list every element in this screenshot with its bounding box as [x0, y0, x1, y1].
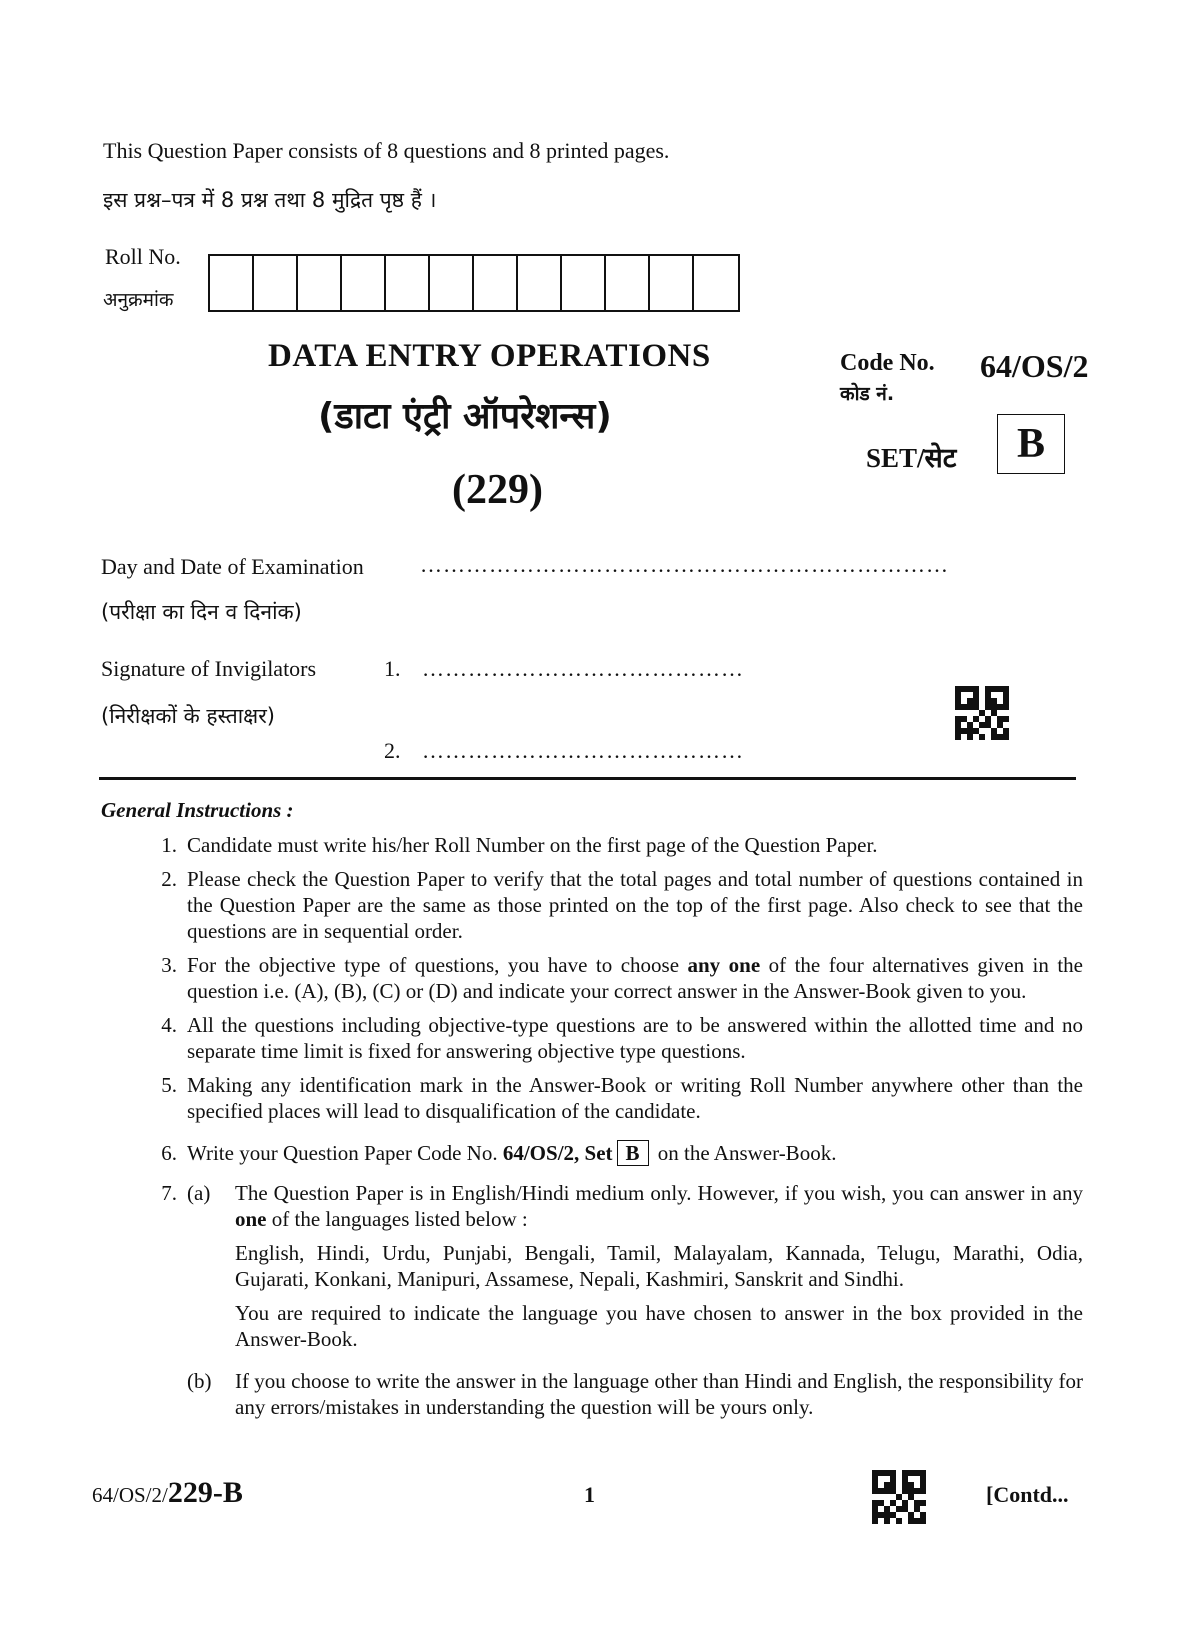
- roll-number-cell[interactable]: [518, 256, 562, 310]
- roll-number-cell[interactable]: [342, 256, 386, 310]
- roll-number-cell[interactable]: [562, 256, 606, 310]
- instruction-text: [187, 1180, 1083, 1428]
- sig-1-number: 1.: [384, 656, 401, 681]
- set-inline-box: B: [617, 1140, 649, 1166]
- instruction-item: [103, 832, 1083, 858]
- sig-2-field[interactable]: ……………………………………: [422, 738, 744, 763]
- instruction-number: 2.: [161, 867, 177, 891]
- roll-number-cell[interactable]: [474, 256, 518, 310]
- instruction-item: [103, 952, 1083, 1004]
- roll-number-cell[interactable]: [298, 256, 342, 310]
- roll-number-cell[interactable]: [210, 256, 254, 310]
- instruction-item: [103, 1140, 1083, 1166]
- subject-title-en: DATA ENTRY OPERATIONS: [268, 338, 711, 374]
- exam-date-field[interactable]: ……………………………………………………………: [420, 552, 949, 577]
- sig-2-number: 2.: [384, 738, 401, 763]
- instruction-item: [103, 1012, 1083, 1064]
- instruction-item: [103, 866, 1083, 944]
- instruction-number: 3.: [161, 953, 177, 977]
- language-note: You are required to indicate the language you have chosen to answer in the box provided in the Answer-Book.: [235, 1301, 1083, 1351]
- roll-number-cell[interactable]: [694, 256, 738, 310]
- instruction-text: Write your Question Paper Code No. 64/OS/2, Set B on the Answer-Book.: [187, 1141, 837, 1165]
- roll-number-boxes[interactable]: [208, 254, 740, 312]
- roll-label-en: Roll No.: [105, 244, 181, 269]
- sub-instruction-b: (b) If you choose to write the answer in the language other than Hindi and English, the responsibility for any errors/mistakes in understanding the question will be yours only.: [187, 1369, 1083, 1419]
- roll-number-cell[interactable]: [254, 256, 298, 310]
- subject-number: (229): [452, 467, 543, 513]
- roll-number-cell[interactable]: [650, 256, 694, 310]
- sub-instruction-a: (a) The Question Paper is in English/Hindi medium only. However, if you wish, you can answer in any one of the languages listed below : English, Hindi, Urdu, Punjabi, Bengali, Tamil, Malayalam, Kannada, Telugu, Marathi, Odia, Gujarati, Konkani, Manipuri, Assamese, Nepali, Kashmiri, Sanskrit and Sindhi. You are required to indicate the language you have chosen to answer in the box provided in the Answer-Book.: [187, 1181, 1083, 1351]
- instruction-text: For the objective type of questions, you have to choose any one of the four alternatives given in the question i.e. (A), (B), (C) or (D) and indicate your correct answer in the Answer-Book given to you.: [187, 953, 1083, 1003]
- pages-info-en: This Question Paper consists of 8 questions and 8 printed pages.: [103, 138, 670, 163]
- language-list: English, Hindi, Urdu, Punjabi, Bengali, Tamil, Malayalam, Kannada, Telugu, Marathi, Odia, Gujarati, Konkani, Manipuri, Assamese, Nepali, Kashmiri, Sanskrit and Sindhi.: [235, 1241, 1083, 1291]
- roll-number-cell[interactable]: [606, 256, 650, 310]
- divider: [99, 777, 1076, 780]
- instruction-text: Candidate must write his/her Roll Number on the first page of the Question Paper.: [187, 833, 878, 857]
- instruction-number: 5.: [161, 1073, 177, 1097]
- instruction-number: 6.: [161, 1141, 177, 1165]
- page-number: 1: [584, 1482, 595, 1507]
- instruction-number: 4.: [161, 1013, 177, 1037]
- footer-code: 64/OS/2/229-B: [92, 1476, 243, 1509]
- instructions-list: [103, 832, 1083, 1436]
- instruction-item: [103, 1180, 1083, 1428]
- exam-date-label-en: Day and Date of Examination: [101, 554, 364, 579]
- sig-1-field[interactable]: ……………………………………: [422, 656, 744, 681]
- instruction-item: [103, 1072, 1083, 1124]
- code-label-hi: कोड नं.: [840, 383, 895, 405]
- set-box: B: [997, 414, 1065, 474]
- instruction-text: All the questions including objective-type questions are to be answered within the allotted time and no separate time limit is fixed for answering objective type questions.: [187, 1013, 1083, 1063]
- subject-title-hi: (डाटा एंट्री ऑपरेशन्स): [318, 396, 612, 437]
- roll-label-hi: अनुक्रमांक: [103, 289, 174, 311]
- qr-code-icon: [872, 1470, 926, 1524]
- qr-code-icon: [955, 686, 1009, 740]
- invigilator-sig-label-hi: (निरीक्षकों के हस्ताक्षर): [101, 704, 275, 728]
- instruction-number: 1.: [161, 833, 177, 857]
- continued-label: [Contd...: [986, 1482, 1069, 1507]
- instructions-heading: General Instructions :: [101, 798, 294, 822]
- exam-date-label-hi: (परीक्षा का दिन व दिनांक): [101, 600, 302, 624]
- code-value: 64/OS/2: [980, 348, 1089, 384]
- invigilator-sig-label-en: Signature of Invigilators: [101, 656, 317, 681]
- instruction-text: Please check the Question Paper to verify that the total pages and total number of questions contained in the Question Paper are the same as those printed on the top of the first page. Also check to see that the questions are in sequential order.: [187, 867, 1083, 943]
- instruction-text: Making any identification mark in the Answer-Book or writing Roll Number anywhere other than the specified places will lead to disqualification of the candidate.: [187, 1073, 1083, 1123]
- set-label: SET/सेट: [866, 443, 957, 473]
- roll-number-cell[interactable]: [430, 256, 474, 310]
- roll-number-cell[interactable]: [386, 256, 430, 310]
- pages-info-hi: इस प्रश्न–पत्र में 8 प्रश्न तथा 8 मुद्रित पृष्ठ हैं ।: [103, 188, 437, 212]
- code-label-en: Code No.: [840, 350, 935, 376]
- instruction-number: 7.: [161, 1181, 177, 1205]
